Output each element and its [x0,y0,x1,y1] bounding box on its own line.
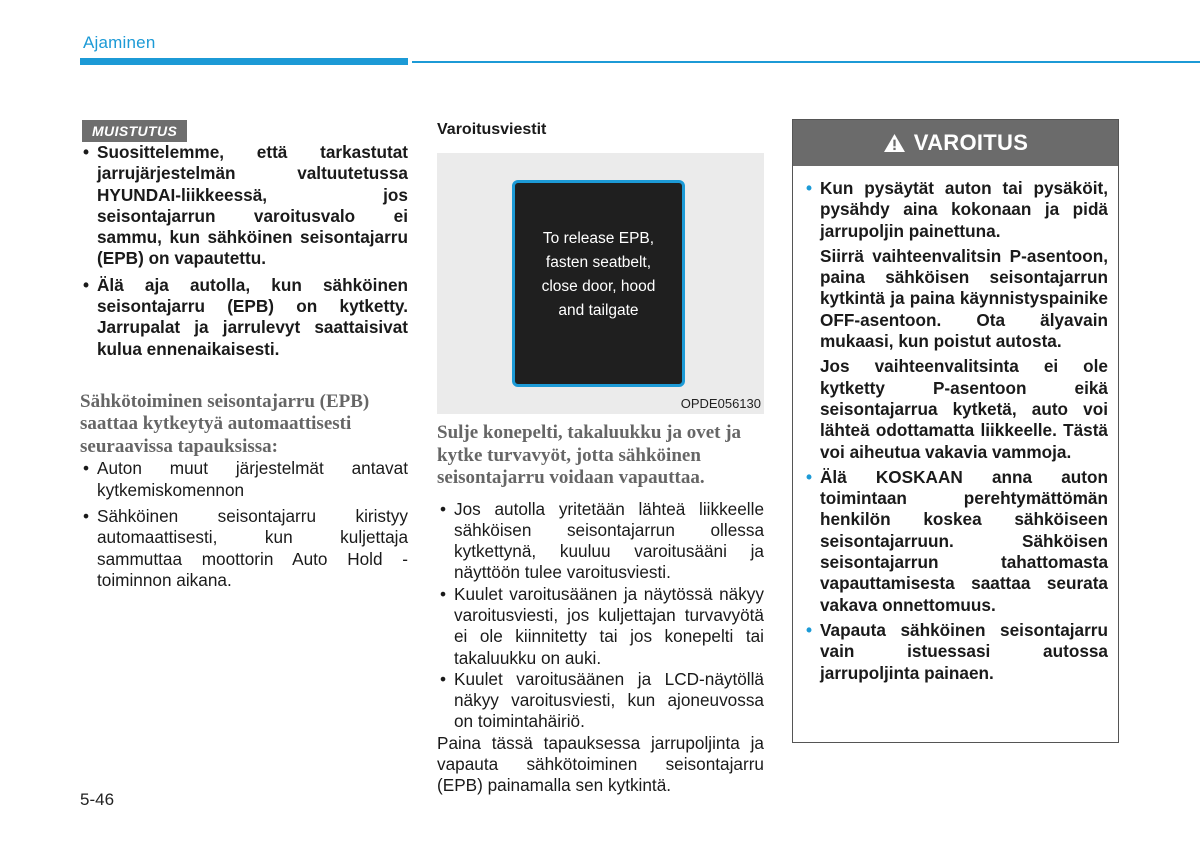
warning-messages-list [437,499,764,733]
note-badge: MUISTUTUS [82,120,187,142]
instruction-paragraph: Paina tässä tapauksessa jarrupoljinta ja vapauta sähkötoiminen seisontajarru (EPB) painamalla sen kytkintä. [437,732,764,796]
lcd-display [512,180,685,387]
section-title: Ajaminen [83,33,156,52]
figure-code: OPDE056130 [680,396,761,411]
list-item: • Suosittelemme, että tarkastutat jarrujärjestelmän valtuutetussa HYUNDAI-liikkeessä, jos seisontajarrun varoitusvalo ei sammu, kun sähköinen seisontajarru (EPB) on vapautettu. [80,142,408,270]
list-item: • Kuulet varoitusäänen ja LCD-näytöllä näkyy varoitusviesti, kun ajoneuvossa on toimintahäiriö. [437,669,764,733]
warning-body [793,166,1118,684]
warning-list [803,178,1108,684]
warning-text: Siirrä vaihteenvalitsin P-asentoon, paina sähköisen seisontajarrun kytkintä ja paina käynnistyspainike OFF-asentoon. Ota älyavain mukaasi, kun poistut autosta. [820,245,1108,352]
header-bar [80,58,408,65]
list-item: • Kuulet varoitusäänen ja näytössä näkyy varoitusviesti, jos kuljettajan turvavyötä ei ole kiinnitetty tai jos konepelti tai takaluukku on auki. [437,584,764,669]
auto-engage-heading: Sähkötoiminen seisontajarru (EPB) saattaa kytkeytyä automaattisesti seuraavissa tapauksissa: [80,390,370,457]
release-heading: Sulje konepelti, takaluukku ja ovet ja kytke turvavyöt, jotta sähköinen seisontajarru voidaan vapauttaa. [437,422,742,488]
list-item: • Vapauta sähköinen seisontajarru vain istuessasi autossa jarrupoljinta painaen. [803,620,1108,684]
warning-messages-title: Varoitusviestit [437,121,547,138]
list-item [803,178,1108,463]
page-number: 5-46 [80,790,115,809]
auto-engage-list [80,458,408,591]
warning-text: • Kun pysäytät auton tai pysäköit, pysähdy aina kokonaan ja pidä jarrupoljin painettuna. [820,178,1108,241]
warning-title: VAROITUS [913,130,1029,155]
list-item: • Jos autolla yritetään lähteä liikkeelle sähköisen seisontajarrun ollessa kytkettynä, kuuluu varoitusääni ja näyttöön tulee varoitusviesti. [437,499,764,584]
note-list [80,142,408,360]
list-item: • Sähköinen seisontajarru kiristyy automaattisesti, kun kuljettaja sammuttaa moottorin Auto Hold -toiminnon aikana. [80,506,408,591]
column-left [80,120,408,596]
warning-text: Jos vaihteenvalitsinta ei ole kytketty P-asentoon eikä seisontajarrua kytketä, auto voi lähteä odottamatta liikkeelle. Tästä voi aiheutua vakavia vammoja. [820,356,1108,462]
figure [437,153,764,414]
lcd-message: To release EPB, fasten seatbelt, close door, hood and tailgate [541,229,656,319]
list-item: • Älä aja autolla, kun sähköinen seisontajarru (EPB) on kytketty. Jarrupalat ja jarrulevyt saattaisivat kulua ennenaikaisesti. [80,275,408,360]
header-rule [412,61,1200,63]
warning-box [792,119,1119,743]
warning-triangle-icon [883,133,906,153]
list-item: • Auton muut järjestelmät antavat kytkemiskomennon [80,458,408,501]
column-middle [437,120,764,797]
warning-header [793,120,1118,166]
list-item: • Älä KOSKAAN anna auton toimintaan perehtymättömän henkilön koskea sähköiseen seisontajarruun. Sähköisen seisontajarrun tahattomasta vapauttamisesta saattaa seurata vakava onnettomuus. [803,467,1108,616]
